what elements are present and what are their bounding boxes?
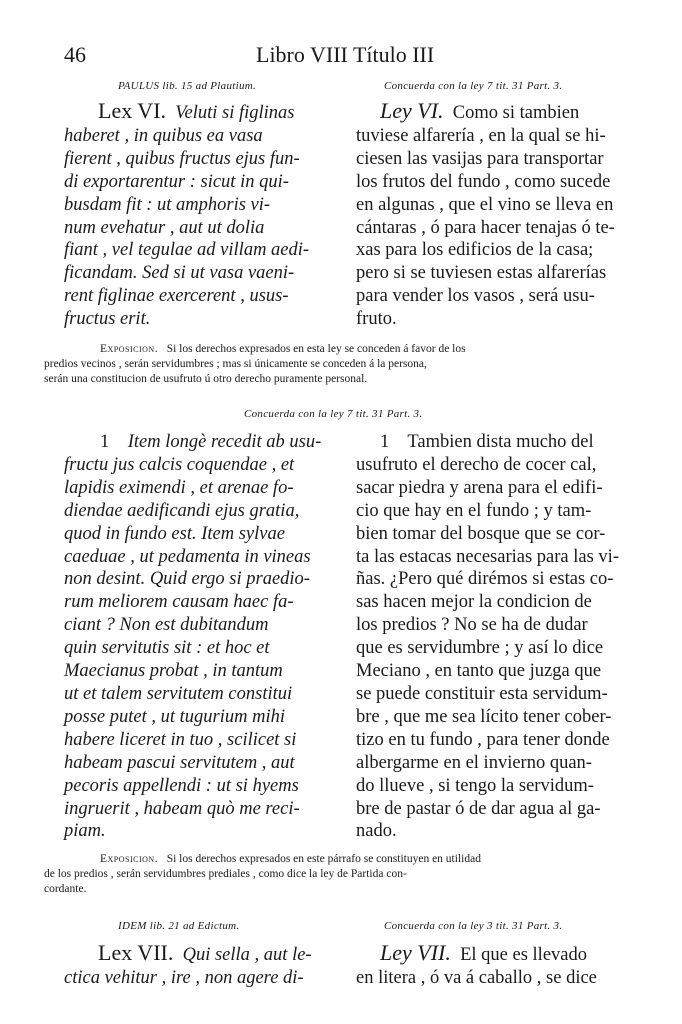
lex6-latin-line: fierent , quibus fructus ejus fun- [64, 148, 300, 169]
lex6-latin-line: busdam fit : ut amphoris vi- [64, 194, 271, 215]
lex6-spanish-lead: Ley VI. [380, 98, 444, 123]
section1-spanish-line: que es servidumbre ; y así lo dice [356, 638, 604, 659]
lex7-source-left: IDEM lib. 21 ad Edictum. [118, 920, 240, 932]
lex6-spanish-line: para vender los vasos , será usu- [356, 286, 595, 307]
lex7-source-right: Concuerda con la ley 3 tit. 31 Part. 3. [384, 920, 563, 932]
section1-spanish-line: do llueve , si tengo la servidum- [356, 775, 594, 796]
exposition-line: Si los derechos expresados en esta ley se conceden á favor de los [166, 343, 466, 355]
lex7-spanish-line: El que es llevado [460, 945, 587, 965]
lex6-latin-line: fiant , vel tegulae ad villam aedi- [64, 240, 310, 261]
lex7-latin-column [64, 942, 312, 990]
exposition-line: predios vecinos , serán servidumbres ; mas si únicamente se conceden á la persona, [44, 358, 427, 370]
section1-latin-line: lapidis eximendi , et arenae fo- [64, 477, 294, 498]
section1-latin-number: 1 [100, 432, 110, 452]
lex6-latin-line: haberet , in quibus ea vasa [64, 125, 263, 146]
lex7-spanish-column [356, 942, 597, 990]
section1-spanish-column [356, 431, 619, 843]
lex6-latin-line: num evehatur , aut ut dolia [64, 217, 265, 238]
section1-latin-line: Item longè recedit ab usu- [127, 432, 322, 452]
lex6-spanish-column [356, 100, 615, 331]
section1-latin-line: quin servitutis sit : et hoc et [64, 638, 270, 659]
section1-spanish-line: sacar piedra y arena para el edifi- [356, 477, 603, 498]
section1-latin-line: diendae aedificandi ejus gratia, [64, 500, 300, 521]
lex7-latin-lead: Lex VII. [98, 940, 174, 965]
section1-exposition [44, 852, 619, 897]
lex6-spanish-line: xas para los edificios de la casa; [356, 240, 594, 261]
lex6-latin-line: rent figlinae exercerent , usus- [64, 286, 289, 307]
lex6-spanish-line: los frutos del fundo , como sucede [356, 171, 611, 192]
exposition-line: serán una constitucion de usufruto ú otro derecho puramente personal. [44, 373, 368, 385]
section1-spanish-line: nado. [356, 821, 397, 842]
lex7-spanish-line: en litera , ó va á caballo , se dice [356, 967, 597, 988]
exposition-line: cordante. [44, 883, 87, 895]
exposition-line: de los predios , serán servidumbres prediales , como dice la ley de Partida con- [44, 868, 407, 880]
section1-latin-line: ingruerit , habeam quò me reci- [64, 798, 300, 819]
lex6-source-right: Concuerda con la ley 7 tit. 31 Part. 3. [384, 80, 563, 92]
section1-latin-column [64, 431, 321, 843]
page-number: 46 [64, 42, 86, 67]
section1-spanish-line: albergarme en el invierno quan- [356, 752, 592, 773]
section1-latin-line: habere liceret in tuo , scilicet si [64, 729, 297, 750]
exposition-line: Si los derechos expresados en este párrafo se constituyen en utilidad [166, 853, 481, 865]
section1-latin-line: caeduae , ut pedamenta in vineas [64, 546, 311, 567]
section1-spanish-line: los predios ? No se ha de dudar [356, 615, 588, 636]
section1-latin-line: piam. [64, 821, 106, 842]
section1-spanish-line: cio que hay en el fundo ; y tam- [356, 500, 592, 521]
lex6-spanish-line: fruto. [356, 309, 397, 330]
section1-spanish-number: 1 [380, 432, 390, 452]
lex6-spanish-line: ciesen las vasijas para transportar [356, 148, 604, 169]
exposition-label: Exposicion. [100, 853, 159, 865]
section1-latin-line: ciant ? Non est dubitandum [64, 615, 269, 636]
section1-latin-line: quod in fundo est. Item sylvae [64, 523, 285, 544]
section1-latin-line: fructu jus calcis coquendae , et [64, 454, 295, 475]
section1-latin-line: posse putet , ut tugurium mihi [64, 706, 285, 727]
lex6-spanish-line: tuviese alfarería , en la qual se hi- [356, 125, 606, 146]
section1-spanish-line: se puede constituir esta servidum- [356, 683, 608, 704]
lex6-spanish-line: en algunas , que el vino se lleva en [356, 194, 614, 215]
lex6-spanish-line: cántaras , ó para hacer tenajas ó te- [356, 217, 615, 238]
section1-concordance: Concuerda con la ley 7 tit. 31 Part. 3. [244, 408, 423, 420]
section1-spanish-line: bien tomar del bosque que se cor- [356, 523, 606, 544]
section1-latin-line: Maecianus probat , in tantum [64, 661, 283, 682]
lex6-source-left: PAULUS lib. 15 ad Plautium. [118, 80, 257, 92]
lex6-latin-lead: Lex VI. [98, 98, 167, 123]
lex6-exposition [44, 342, 619, 387]
lex6-spanish-line: Como si tambien [452, 103, 580, 123]
section1-latin-line: ut et talem servitutem constitui [64, 683, 293, 704]
lex6-latin-column [64, 100, 309, 331]
section1-latin-line: rum meliorem causam haec fa- [64, 592, 294, 613]
section1-spanish-line: Tambien dista mucho del [407, 432, 594, 452]
lex6-spanish-line: pero si se tuviesen estas alfarerías [356, 263, 607, 284]
section1-spanish-line: bre , que me sea lícito tener cober- [356, 706, 612, 727]
exposition-label: Exposicion. [100, 343, 159, 355]
lex7-latin-line: Qui sella , aut le- [182, 945, 312, 965]
lex7-latin-line: ctica vehitur , ire , non agere di- [64, 967, 304, 988]
section1-spanish-line: Meciano , en tanto que juzga que [356, 661, 602, 682]
section1-spanish-line: ta las estacas necesarias para las vi- [356, 546, 619, 567]
section1-spanish-line: tizo en tu fundo , para tener donde [356, 729, 610, 750]
running-title: Libro VIII Título III [256, 42, 435, 67]
lex6-latin-line: di exportarentur : sicut in qui- [64, 171, 289, 192]
lex6-latin-line: fructus erit. [64, 309, 151, 330]
lex6-latin-line: Veluti si figlinas [175, 103, 295, 123]
section1-latin-line: non desint. Quid ergo si praedio- [64, 569, 310, 590]
section1-spanish-line: ñas. ¿Pero qué dirémos si estas co- [356, 569, 614, 590]
section1-latin-line: pecoris appellendi : ut si hyems [64, 775, 299, 796]
lex6-latin-line: ficandam. Sed si ut vasa vaeni- [64, 263, 295, 284]
section1-spanish-line: bre de pastar ó de dar agua al ga- [356, 798, 601, 819]
section1-spanish-line: sas hacen mejor la condicion de [356, 592, 592, 613]
section1-spanish-line: usufruto el derecho de cocer cal, [356, 454, 597, 475]
section1-latin-line: habeam pascui servitutem , aut [64, 752, 295, 773]
lex7-spanish-lead: Ley VII. [380, 940, 451, 965]
